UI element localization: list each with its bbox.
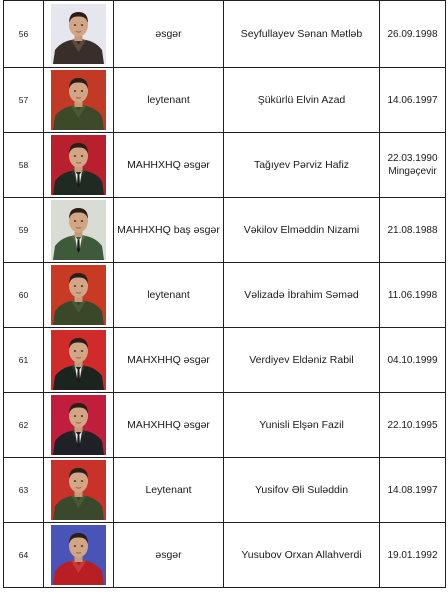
table-row: [4, 328, 446, 393]
memorial-table: [3, 0, 446, 588]
row-number: 61: [4, 328, 44, 393]
portrait-photo: [51, 135, 106, 195]
birth-date: 26.09.1998: [387, 28, 438, 40]
portrait-drawing: [51, 460, 106, 520]
name-cell: Yusubov Orxan Allahverdi: [224, 523, 380, 588]
table-row: [4, 68, 446, 133]
row-number: 63: [4, 458, 44, 523]
rank-cell: əsgər: [114, 523, 224, 588]
date-cell: [380, 133, 446, 198]
birth-date: 21.08.1988: [387, 224, 438, 236]
photo-cell: [44, 198, 114, 263]
eye-left: [74, 155, 76, 157]
rank-cell: MAHHXHQ əsgər: [114, 133, 224, 198]
date-cell: [380, 523, 446, 588]
birth-date: 22.03.1990: [387, 153, 438, 164]
row-number: 60: [4, 263, 44, 328]
photo-cell: [44, 1, 114, 68]
row-number: 58: [4, 133, 44, 198]
eye-left: [74, 545, 76, 547]
eye-right: [81, 155, 83, 157]
portrait-photo: [51, 200, 106, 260]
date-cell: [380, 263, 446, 328]
row-number: 56: [4, 1, 44, 68]
portrait-drawing: [51, 135, 106, 195]
birth-date: 14.08.1997: [387, 484, 438, 496]
eye-right: [81, 24, 83, 26]
row-number: 62: [4, 393, 44, 458]
photo-cell: [44, 328, 114, 393]
name-cell: Yunisli Elşən Fazil: [224, 393, 380, 458]
eye-right: [81, 285, 83, 287]
photo-cell: [44, 393, 114, 458]
date-cell: [380, 393, 446, 458]
table-row: [4, 1, 446, 68]
eye-right: [81, 480, 83, 482]
portrait-photo: [51, 460, 106, 520]
table-row: [4, 458, 446, 523]
birth-date: 14.06.1997: [387, 94, 438, 106]
date-cell: [380, 328, 446, 393]
rank-cell: leytenant: [114, 263, 224, 328]
birth-place: Mingəçevir: [388, 166, 437, 177]
eye-left: [74, 24, 76, 26]
eye-left: [74, 90, 76, 92]
table-row: [4, 393, 446, 458]
photo-cell: [44, 68, 114, 133]
date-cell: [380, 458, 446, 523]
rank-cell: Leytenant: [114, 458, 224, 523]
eye-left: [74, 350, 76, 352]
portrait-photo: [51, 525, 106, 585]
name-cell: Verdiyev Eldəniz Rabil: [224, 328, 380, 393]
birth-date: 04.10.1999: [387, 354, 438, 366]
portrait-photo: [51, 4, 106, 64]
rank-cell: əsgər: [114, 1, 224, 68]
portrait-drawing: [51, 70, 106, 130]
portrait-drawing: [51, 525, 106, 585]
portrait-photo: [51, 330, 106, 390]
eye-left: [74, 285, 76, 287]
rank-cell: MAHXHHQ əsgər: [114, 393, 224, 458]
birth-date: 19.01.1992: [387, 549, 438, 561]
rank-cell: MAHHXHQ baş əsgər: [114, 198, 224, 263]
name-cell: Vəkilov Elməddin Nizami: [224, 198, 380, 263]
rank-cell: leytenant: [114, 68, 224, 133]
photo-cell: [44, 133, 114, 198]
name-cell: Tağıyev Pərviz Hafiz: [224, 133, 380, 198]
rank-cell: MAHXHHQ əsgər: [114, 328, 224, 393]
eye-right: [81, 350, 83, 352]
portrait-drawing: [51, 265, 106, 325]
name-cell: Seyfullayev Sənan Mətləb: [224, 1, 380, 68]
portrait-drawing: [51, 4, 106, 64]
name-cell: Vəlizadə İbrahim Səməd: [224, 263, 380, 328]
date-cell: [380, 198, 446, 263]
table-row: [4, 523, 446, 588]
eye-right: [81, 415, 83, 417]
row-number: 57: [4, 68, 44, 133]
portrait-drawing: [51, 200, 106, 260]
date-cell: [380, 1, 446, 68]
table-body: [4, 1, 446, 588]
name-cell: Yusifov Əli Suləddin: [224, 458, 380, 523]
birth-date: 22.10.1995: [387, 419, 438, 431]
eye-right: [81, 220, 83, 222]
row-number: 64: [4, 523, 44, 588]
name-cell: Şükürlü Elvin Azad: [224, 68, 380, 133]
portrait-drawing: [51, 330, 106, 390]
eye-right: [81, 90, 83, 92]
portrait-photo: [51, 70, 106, 130]
portrait-drawing: [51, 395, 106, 455]
birth-date: 11.06.1998: [387, 289, 438, 301]
table-row: [4, 133, 446, 198]
photo-cell: [44, 523, 114, 588]
eye-left: [74, 415, 76, 417]
date-cell: [380, 68, 446, 133]
portrait-photo: [51, 395, 106, 455]
photo-cell: [44, 458, 114, 523]
eye-left: [74, 220, 76, 222]
table-row: [4, 198, 446, 263]
eye-right: [81, 545, 83, 547]
portrait-photo: [51, 265, 106, 325]
row-number: 59: [4, 198, 44, 263]
table-row: [4, 263, 446, 328]
photo-cell: [44, 263, 114, 328]
memorial-table-wrapper: [3, 0, 445, 588]
eye-left: [74, 480, 76, 482]
